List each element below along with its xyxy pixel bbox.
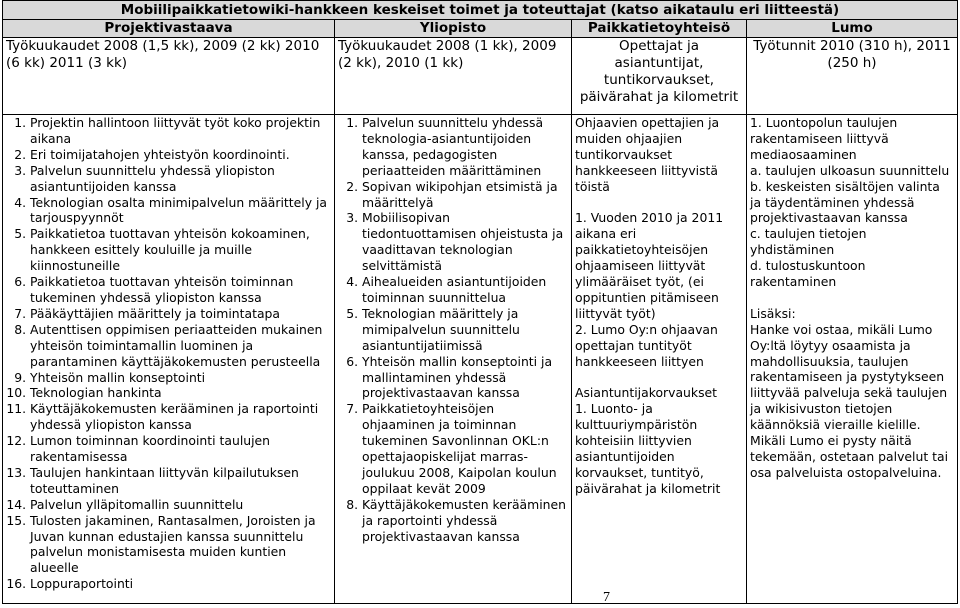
- paikkatieto-tasks-cell: [572, 115, 747, 604]
- task-item: 5. Paikkatietoa tuottavan yhteisön kokoaminen, hankkeen esittely kouluille ja muille kiinnostuneille: [30, 226, 331, 274]
- paikkatieto-text: 1. Luonto- ja kulttuuriympäristön kohteisiin liittyvien asiantuntijoiden korvaukset, tuntityö, päivärahat ja kilometrit: [575, 401, 721, 496]
- paikkatieto-text: Asiantuntijakorvaukset: [575, 385, 718, 401]
- page-number: 7: [603, 590, 610, 605]
- task-item: 16. Loppuraportointi: [30, 576, 331, 592]
- task-item: 2. Eri toimijatahojen yhteistyön koordinointi.: [30, 147, 331, 163]
- task-item: 8. Käyttäjäkokemusten kerääminen ja raportointi yhdessä projektivastaavan kanssa: [362, 497, 568, 545]
- task-item: 4. Aihealueiden asiantuntijoiden toiminnan suunnittelua: [362, 274, 568, 306]
- projektivastaava-tasks-cell: [3, 115, 335, 604]
- task-item: 12. Lumon toiminnan koordinointi taulujen rakentamisessa: [30, 433, 331, 465]
- activities-table: [2, 0, 958, 604]
- lumo-text: b. keskeisten sisältöjen valinta ja täydentäminen yhdessä projektivastaavan kanssa: [750, 178, 940, 226]
- paikkatieto-text: 2. Lumo Oy:n ohjaavan opettajan tuntityöt hankkeeseen liittyen: [575, 321, 718, 369]
- col-header-yliopisto: Yliopisto: [335, 20, 572, 38]
- task-item: 15. Tulosten jakaminen, Rantasalmen, Joroisten ja Juvan kunnan edustajien kanssa suunnittelu palvelun monistamisesta muiden kuntien alueelle: [30, 513, 331, 577]
- task-item: 3. Mobiilisopivan tiedontuottamisen ohjeistusta ja vaadittavan teknologian selvittämistä: [362, 210, 568, 274]
- col-header-paikkatietoyhteiso: Paikkatietoyhteisö: [572, 20, 747, 38]
- task-item: 10. Teknologian hankinta: [30, 385, 331, 401]
- task-item: 7. Pääkäyttäjien määrittely ja toimintatapa: [30, 306, 331, 322]
- task-item: 4. Teknologian osalta minimipalvelun määrittely ja tarjouspyynnöt: [30, 195, 331, 227]
- task-item: 3. Palvelun suunnittelu yhdessä yliopiston asiantuntijoiden kanssa: [30, 163, 331, 195]
- lumo-text: d. tulostuskuntoon rakentaminen: [750, 258, 866, 290]
- yliopisto-task-list: [338, 115, 568, 544]
- task-item: 8. Autenttisen oppimisen periaatteiden mukainen yhteisön toimintamallin luominen ja parantaminen käyttäjäkokemusten perusteella: [30, 322, 331, 370]
- task-item: 1. Palvelun suunnittelu yhdessä teknologia-asiantuntijoiden kanssa, pedagogisten periaatteiden määrittäminen: [362, 115, 568, 179]
- projektivastaava-resources: Työkuukaudet 2008 (1,5 kk), 2009 (2 kk) 2010 (6 kk) 2011 (3 kk): [3, 38, 335, 115]
- yliopisto-tasks-cell: [335, 115, 572, 604]
- header-row: [3, 20, 958, 38]
- col-header-projektivastaava: Projektivastaava: [3, 20, 335, 38]
- lumo-text: a. taulujen ulkoasun suunnittelu: [750, 162, 950, 178]
- task-item: 6. Paikkatietoa tuottavan yhteisön toiminnan tukeminen yhdessä yliopiston kanssa: [30, 274, 331, 306]
- task-item: 5. Teknologian määrittely ja mimipalvelun suunnittelu asiantuntijatiimissä: [362, 306, 568, 354]
- resources-row: [3, 38, 958, 115]
- task-item: 6. Yhteisön mallin konseptointi ja mallintaminen yhdessä projektivastaavan kanssa: [362, 354, 568, 402]
- yliopisto-resources: Työkuukaudet 2008 (1 kk), 2009 (2 kk), 2010 (1 kk): [335, 38, 572, 115]
- projektivastaava-task-list: [6, 115, 331, 592]
- task-item: 1. Projektin hallintoon liittyvät työt koko projektin aikana: [30, 115, 331, 147]
- paikkatieto-text: 1. Vuoden 2010 ja 2011 aikana eri paikkatietoyhteisöjen ohjaamiseen liittyvät ylimääräiset työt, (ei oppituntien pitämiseen liittyvät työt): [575, 210, 724, 321]
- task-item: 11. Käyttäjäkokemusten kerääminen ja raportointi yhdessä yliopiston kanssa: [30, 401, 331, 433]
- lumo-text: Hanke voi ostaa, mikäli Lumo Oy:ltä löytyy osaamista ja mahdollisuuksia, taulujen rakentamiseen ja pystytykseen liittyvää palveluja sekä taulujen ja wikisivuston tietojen käännöksiä vieraille kielille. Mikäli Lumo ei pysty näitä tekemään, ostetaan palvelut tai osa palveluista ostopalveluina.: [750, 321, 949, 480]
- lumo-text: 1. Luontopolun taulujen rakentamiseen liittyvä mediaosaaminen: [750, 115, 898, 162]
- task-item: 13. Taulujen hankintaan liittyvän kilpailutuksen toteuttaminen: [30, 465, 331, 497]
- lumo-tasks-cell: [747, 115, 958, 604]
- lumo-resources: Työtunnit 2010 (310 h), 2011 (250 h): [747, 38, 958, 115]
- task-item: 14. Palvelun ylläpitomallin suunnittelu: [30, 497, 331, 513]
- lumo-text: c. taulujen tietojen yhdistäminen: [750, 226, 867, 258]
- table-title: Mobiilipaikkatietowiki-hankkeen keskeiset toimet ja toteuttajat (katso aikataulu eri liitteestä): [3, 1, 958, 20]
- task-item: 2. Sopivan wikipohjan etsimistä ja määrittelyä: [362, 179, 568, 211]
- task-item: 9. Yhteisön mallin konseptointi: [30, 370, 331, 386]
- title-row: [3, 1, 958, 20]
- paikkatieto-text: Ohjaavien opettajien ja muiden ohjaajien tuntikorvaukset hankkeeseen liittyvistä töistä: [575, 115, 720, 194]
- col-header-lumo: Lumo: [747, 20, 958, 38]
- paikkatieto-resources: Opettajat ja asiantuntijat, tuntikorvaukset, päivärahat ja kilometrit: [572, 38, 747, 115]
- lumo-text: Lisäksi:: [750, 305, 796, 321]
- task-item: 7. Paikkatietoyhteisöjen ohjaaminen ja toiminnan tukeminen Savonlinnan OKL:n opettajaopiskelijat marras-joulukuu 2008, Kaipolan koulun oppilaat kevät 2009: [362, 401, 568, 496]
- tasks-row: [3, 115, 958, 604]
